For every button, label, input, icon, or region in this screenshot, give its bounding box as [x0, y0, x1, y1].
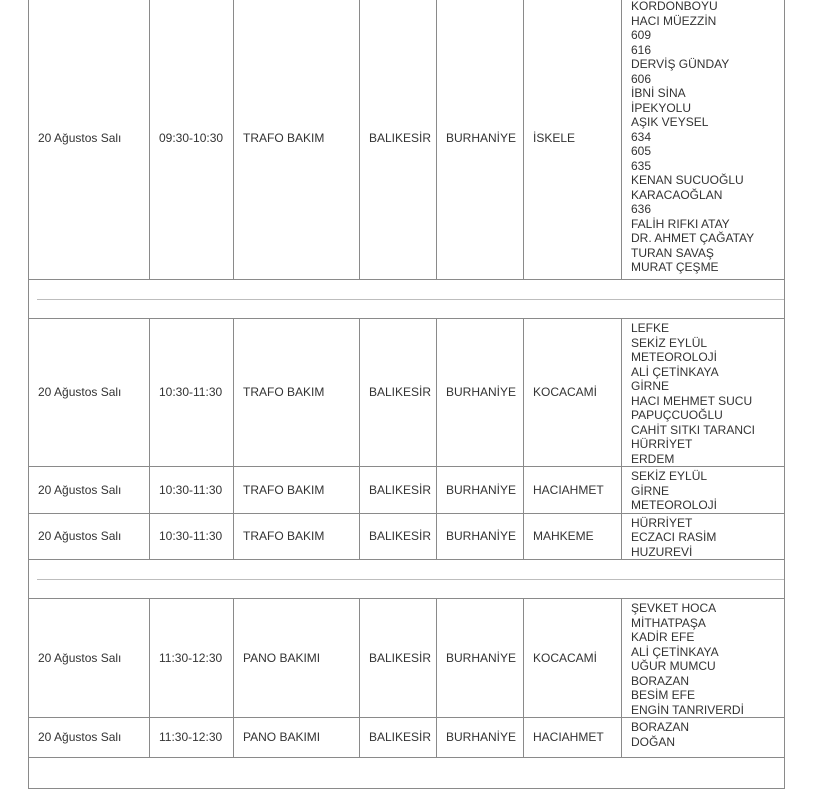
time-cell: 10:30-11:30: [150, 467, 234, 514]
street-name: SEKİZ EYLÜL: [631, 335, 708, 350]
street-name: 616: [631, 42, 652, 57]
work-type-cell: PANO BAKIMI: [234, 718, 360, 758]
neighborhood-cell: HACIAHMET: [524, 467, 622, 514]
street-name: METEOROLOJİ: [631, 498, 718, 512]
street-name: HACI MÜEZZİN: [631, 13, 717, 28]
time-cell: 11:30-12:30: [150, 718, 234, 758]
street-name: KORDONBOYU: [631, 0, 718, 13]
street-name: HÜRRİYET: [631, 437, 693, 451]
work-type-cell: TRAFO BAKIM: [234, 319, 360, 467]
district-cell: BURHANİYE: [437, 599, 524, 718]
streets-cell: [622, 599, 785, 718]
separator-line: [37, 579, 784, 580]
separator-line: [37, 299, 784, 300]
street-name: DR. AHMET ÇAĞATAY: [631, 231, 755, 245]
district-cell: BURHANİYE: [437, 467, 524, 514]
streets-cell: [622, 319, 785, 467]
table-row: [29, 0, 785, 280]
district-cell: BURHANİYE: [437, 0, 524, 280]
table-row: [29, 467, 785, 514]
work-type-cell: TRAFO BAKIM: [234, 513, 360, 560]
separator-cell: [29, 560, 785, 599]
street-name: İBNİ SİNA: [631, 86, 686, 100]
city-cell: BALIKESİR: [360, 718, 437, 758]
city-cell: BALIKESİR: [360, 513, 437, 560]
streets-cell: [622, 513, 785, 560]
street-name: 605: [631, 144, 652, 158]
street-name: HUZUREVİ: [631, 544, 693, 559]
street-name: KENAN SUCUOĞLU: [631, 173, 744, 187]
date-cell: 20 Ağustos Salı: [29, 0, 150, 280]
street-name: 636: [631, 202, 652, 216]
street-name: DERVİŞ GÜNDAY: [631, 57, 730, 71]
date-cell: 20 Ağustos Salı: [29, 467, 150, 514]
table-row: [29, 513, 785, 560]
city-cell: BALIKESİR: [360, 599, 437, 718]
street-name: PAPUÇCUOĞLU: [631, 408, 723, 422]
table-row: [29, 718, 785, 758]
district-cell: BURHANİYE: [437, 718, 524, 758]
district-cell: BURHANİYE: [437, 513, 524, 560]
time-cell: 09:30-10:30: [150, 0, 234, 280]
table-row: [29, 599, 785, 718]
street-name: BORAZAN: [631, 673, 690, 688]
neighborhood-cell: MAHKEME: [524, 513, 622, 560]
streets-cell: [622, 718, 785, 758]
date-cell: 20 Ağustos Salı: [29, 718, 150, 758]
street-name: KADİR EFE: [631, 630, 695, 644]
table-row: [29, 319, 785, 467]
street-name: ŞEVKET HOCA: [631, 601, 717, 615]
street-name: ALİ ÇETİNKAYA: [631, 364, 719, 379]
street-name: AŞIK VEYSEL: [631, 115, 709, 129]
street-name: ERDEM: [631, 451, 675, 466]
street-name: 606: [631, 71, 652, 86]
table-body: [29, 0, 785, 789]
neighborhood-cell: HACIAHMET: [524, 718, 622, 758]
street-name: 634: [631, 129, 652, 144]
street-name: 635: [631, 158, 652, 173]
separator-row: [29, 560, 785, 599]
time-cell: 10:30-11:30: [150, 319, 234, 467]
date-cell: 20 Ağustos Salı: [29, 319, 150, 467]
street-name: GİRNE: [631, 379, 670, 393]
neighborhood-cell: İSKELE: [524, 0, 622, 280]
date-cell: 20 Ağustos Salı: [29, 599, 150, 718]
street-name: CAHİT SITKI TARANCI: [631, 422, 756, 437]
street-name: ENGİN TANRIVERDİ: [631, 702, 744, 717]
city-cell: BALIKESİR: [360, 0, 437, 280]
city-cell: BALIKESİR: [360, 467, 437, 514]
city-cell: BALIKESİR: [360, 319, 437, 467]
street-name: UĞUR MUMCU: [631, 659, 716, 673]
street-name: TURAN SAVAŞ: [631, 245, 714, 260]
street-name: MURAT ÇEŞME: [631, 260, 719, 274]
street-name: LEFKE: [631, 321, 670, 335]
street-name: FALİH RIFKI ATAY: [631, 216, 730, 231]
street-name: MİTHATPAŞA: [631, 615, 706, 630]
separator-row: [29, 280, 785, 319]
street-name: 609: [631, 28, 652, 42]
work-type-cell: TRAFO BAKIM: [234, 0, 360, 280]
street-name: ECZACI RASİM: [631, 530, 717, 544]
street-name: SEKİZ EYLÜL: [631, 469, 708, 483]
separator-row: [29, 758, 785, 789]
date-cell: 20 Ağustos Salı: [29, 513, 150, 560]
street-name: METEOROLOJİ: [631, 350, 718, 364]
street-name: HÜRRİYET: [631, 515, 693, 530]
outage-schedule-table: [28, 0, 785, 789]
work-type-cell: PANO BAKIMI: [234, 599, 360, 718]
street-name: DOĞAN: [631, 734, 676, 749]
street-name: İPEKYOLU: [631, 100, 692, 115]
separator-cell: [29, 280, 785, 319]
streets-cell: [622, 467, 785, 514]
district-cell: BURHANİYE: [437, 319, 524, 467]
separator-cell: [29, 758, 785, 789]
time-cell: 10:30-11:30: [150, 513, 234, 560]
street-name: ALİ ÇETİNKAYA: [631, 644, 719, 659]
work-type-cell: TRAFO BAKIM: [234, 467, 360, 514]
street-name: KARACAOĞLAN: [631, 187, 723, 202]
neighborhood-cell: KOCACAMİ: [524, 319, 622, 467]
time-cell: 11:30-12:30: [150, 599, 234, 718]
street-name: GİRNE: [631, 483, 670, 498]
neighborhood-cell: KOCACAMİ: [524, 599, 622, 718]
street-name: HACI MEHMET SUCU: [631, 393, 753, 408]
street-name: BESİM EFE: [631, 688, 696, 702]
street-name: BORAZAN: [631, 720, 690, 734]
streets-cell: [622, 0, 785, 280]
